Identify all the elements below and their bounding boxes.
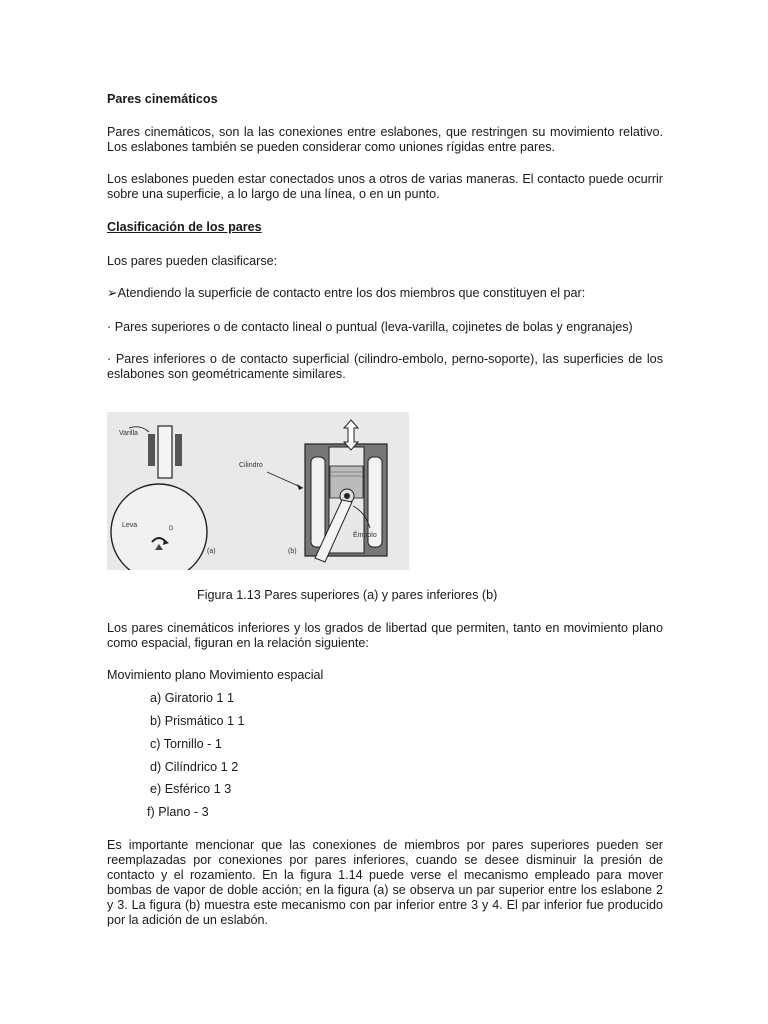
pairs-diagram-svg: [107, 412, 409, 570]
pair-item-tornillo: c) Tornillo - 1: [150, 737, 222, 751]
label-part-a: (a): [207, 548, 216, 555]
label-part-b: (b): [288, 548, 297, 555]
pair-item-prismatico: b) Prismático 1 1: [150, 714, 245, 728]
figure-pairs-diagram: [107, 412, 409, 570]
superior-pairs-item: · Pares superiores o de contacto lineal o puntual (leva-varilla, cojinetes de bolas y engranajes): [107, 320, 633, 334]
label-embolo: Émbolo: [353, 532, 377, 539]
figure-caption: Figura 1.13 Pares superiores (a) y pares inferiores (b): [197, 588, 498, 602]
criterion-line: [107, 286, 663, 301]
label-leva: Leva: [122, 522, 138, 529]
contact-paragraph: Los eslabones pueden estar conectados unos a otros de varias maneras. El contacto puede ocurrir sobre una superficie, a lo largo de una línea, o en un punto.: [107, 172, 663, 201]
closing-paragraph: Es importante mencionar que las conexiones de miembros por pares superiores pueden ser reemplazadas por conexiones por pares inferiores, cuando se desee disminuir la presión de contacto y el rozamiento. En la figura 1.14 puede verse el mecanismo empleado para mover bombas de vapor de doble acción; en la figura (a) se observa un par superior entre los eslabone 2 y 3. La figura (b) muestra este mecanismo con par inferior entre 3 y 4. El par inferior fue producido por la adición de un eslabón.: [107, 838, 663, 927]
cylinder-port-left: [311, 457, 325, 547]
intro-paragraph: Pares cinemáticos, son la las conexiones entre eslabones, que restringen su movimiento relativo. Los eslabones también se pueden considerar como uniones rígidas entre pares.: [107, 125, 663, 154]
page-title: Pares cinemáticos: [107, 92, 218, 106]
pair-item-cilindrico: d) Cilíndrico 1 2: [150, 760, 239, 774]
arrow-bullet-icon: ➢: [107, 286, 118, 300]
pair-item-giratorio: a) Giratorio 1 1: [150, 691, 234, 705]
criterion-text: Atendiendo la superficie de contacto entre los dos miembros que constituyen el par:: [117, 286, 586, 300]
label-point-d: D: [169, 526, 174, 532]
rod: [158, 426, 172, 478]
classification-intro: Los pares pueden clasificarse:: [107, 254, 278, 268]
classification-heading: Clasificación de los pares: [107, 220, 262, 234]
inferior-pairs-item: · Pares inferiores o de contacto superficial (cilindro-embolo, perno-soporte), las superficies de los eslabones son geométricamente similares.: [107, 352, 663, 381]
degrees-paragraph: Los pares cinemáticos inferiores y los grados de libertad que permiten, tanto en movimiento plano como espacial, figuran en la relación siguiente:: [107, 621, 663, 650]
pair-item-esferico: e) Esférico 1 3: [150, 782, 232, 796]
label-cilindro: Cilindro: [239, 462, 263, 469]
rod-guide-right: [175, 434, 182, 466]
pair-item-plano: f) Plano - 3: [147, 805, 209, 819]
label-varilla: Varilla: [119, 430, 138, 437]
table-header: Movimiento plano Movimiento espacial: [107, 668, 324, 682]
rod-guide-left: [148, 434, 155, 466]
